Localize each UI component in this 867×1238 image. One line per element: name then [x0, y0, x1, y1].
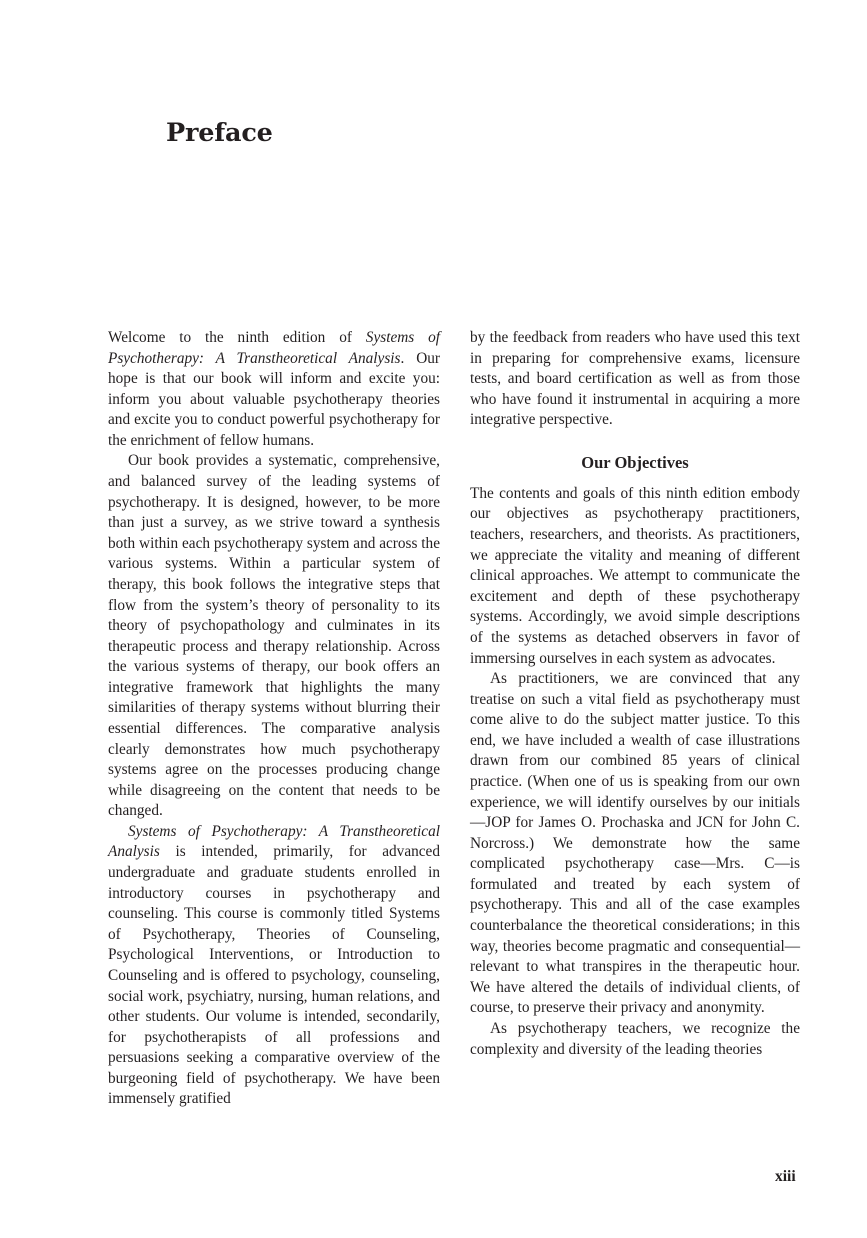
- section-heading: Our Objectives: [581, 452, 689, 472]
- page-number: xiii: [775, 1168, 796, 1185]
- paragraph: [108, 328, 440, 451]
- left-column: [108, 328, 440, 1110]
- paragraph: As practitioners, we are convinced that any treatise on such a vital field as psychotherapy must come alive to do the subject matter justice. To this end, we have included a wealth of case illustrations drawn from our combined 85 years of clinical practice. (When one of us is speaking from our own experience, we will identify ourselves by our initials—JOP for James O. Prochaska and JCN for John C. Norcross.) We demonstrate how the same complicated psychotherapy case—Mrs. C—is formulated and treated by each system of psychotherapy. This and all of the case examples counterbalance the theoretical considerations; in this way, theories become pragmatic and consequential—relevant to what transpires in the therapeutic hour. We have altered the details of individual clients, of course, to preserve their privacy and anonymity.: [470, 670, 800, 1017]
- book-title-italic: Systems of Psychotherapy: A Transtheoretical Analysis: [108, 822, 440, 861]
- paragraph: [108, 822, 440, 1110]
- paragraph: by the feedback from readers who have used this text in preparing for comprehensive exams, licensure tests, and board certification as well as from those who have found it instrumental in acquiring a more integrative perspective.: [470, 329, 800, 429]
- page-title: Preface: [166, 118, 273, 148]
- paragraph: Our book provides a systematic, comprehensive, and balanced survey of the leading systems of psychotherapy. It is designed, however, to be more than just a survey, as we strive toward a synthesis both within each psychotherapy system and across the various systems. Within a particular system of therapy, this book follows the integrative steps that flow from the system’s theory of personality to its theory of psychopathology and culminates in its therapeutic process and therapy relationship. Across the various systems of therapy, our book offers an integrative framework that highlights the many similarities of therapy systems without blurring their essential differences. The comparative analysis clearly demonstrates how much psychotherapy systems agree on the processes producing change while disagreeing on the content that needs to be changed.: [108, 452, 440, 820]
- book-title-italic: Systems of Psychotherapy: A Transtheoretical Analysis: [108, 329, 440, 367]
- text-run: Welcome to the ninth edition of: [108, 329, 366, 346]
- paragraph: As psychotherapy teachers, we recognize the complexity and diversity of the leading theories: [470, 1019, 800, 1058]
- right-column: [470, 328, 800, 1060]
- text-run: . Our hope is that our book will inform and excite you: inform you about valuable psychotherapy theories and excite you to conduct powerful psychotherapy for the enrichment of fellow humans.: [108, 349, 440, 449]
- paragraph: The contents and goals of this ninth edition embody our objectives as psychotherapy practitioners, teachers, researchers, and theorists. As practitioners, we appreciate the vitality and meaning of different clinical approaches. We attempt to communicate the excitement and depth of these psychotherapy systems. Accordingly, we avoid simple descriptions of the systems as detached observers in favor of immersing ourselves in each system as advocates.: [470, 484, 800, 667]
- text-run: is intended, primarily, for advanced undergraduate and graduate students enrolled in introductory courses in psychotherapy and counseling. This course is commonly titled Systems of Psychotherapy, Theories of Counseling, Psychological Interventions, or Introduction to Counseling and is offered to psychology, counseling, social work, psychiatry, nursing, human relations, and other students. Our volume is intended, secondarily, for psychotherapists of all professions and persuasions seeking a comparative overview of the burgeoning field of psychotherapy. We have been immensely gratified: [108, 843, 440, 1108]
